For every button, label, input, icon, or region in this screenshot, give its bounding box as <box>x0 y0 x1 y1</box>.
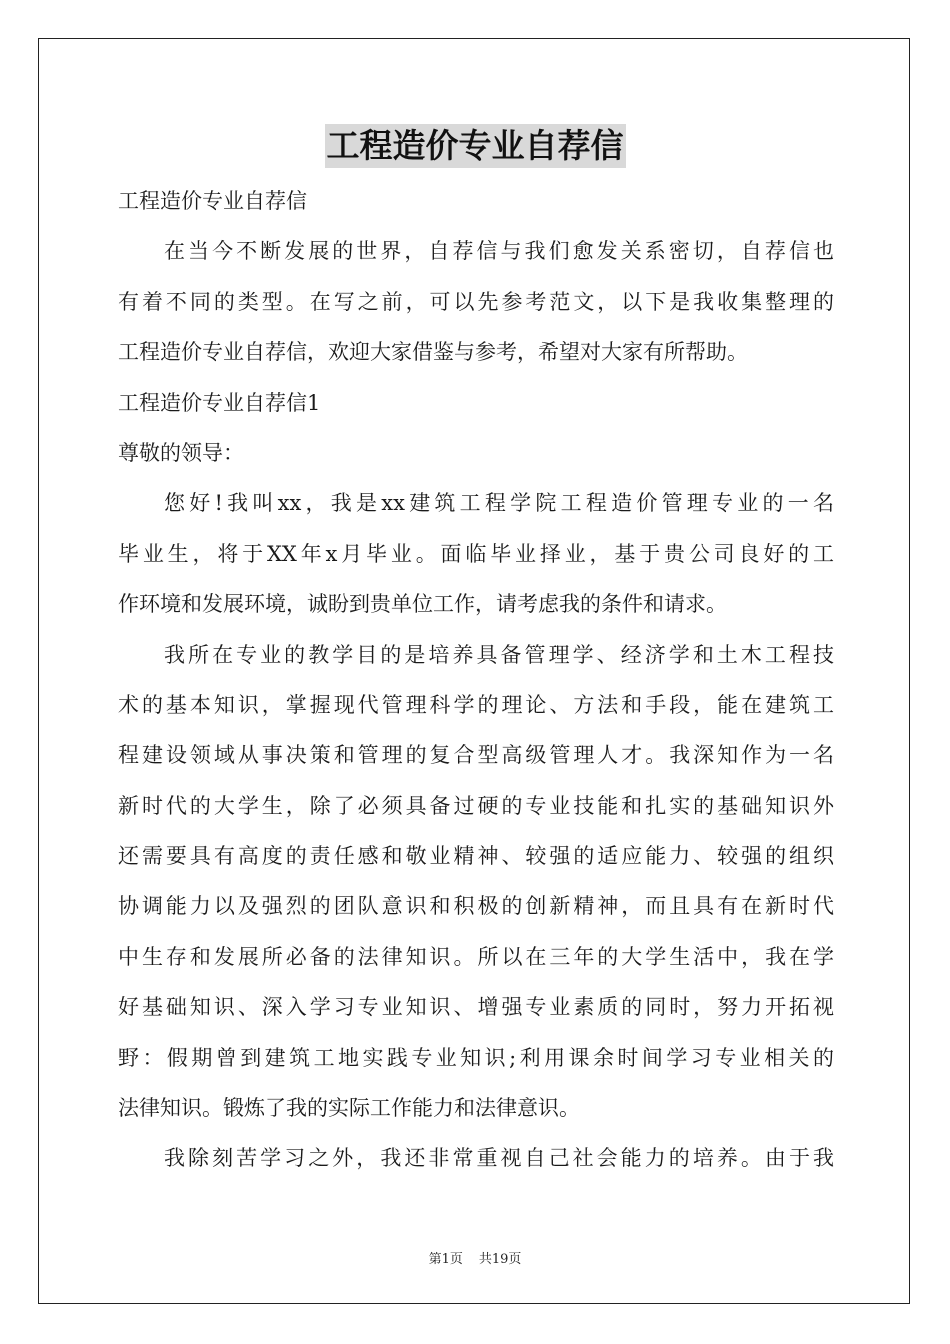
paragraph-line: 好基础知识、深入学习专业知识、增强专业素质的同时，努力开拓视 <box>118 995 834 1020</box>
paragraph-line: 有着不同的类型。在写之前，可以先参考范文，以下是我收集整理的 <box>118 289 834 314</box>
paragraph-line: 程建设领域从事决策和管理的复合型高级管理人才。我深知作为一名 <box>118 743 834 768</box>
paragraph-line: 我所在专业的教学目的是培养具备管理学、经济学和土木工程技 <box>164 642 834 667</box>
paragraph-line: 作环境和发展环境，诚盼到贵单位工作，请考虑我的条件和请求。 <box>118 592 727 617</box>
paragraph-line: 协调能力以及强烈的团队意识和积极的创新精神，而且具有在新时代 <box>118 894 834 919</box>
paragraph-line: 毕业生，将于XX年x月毕业。面临毕业择业，基于贵公司良好的工 <box>118 541 834 566</box>
paragraph-line: 野：假期曾到建筑工地实践专业知识;利用课余时间学习专业相关的 <box>118 1045 834 1070</box>
paragraph-line: 我除刻苦学习之外，我还非常重视自己社会能力的培养。由于我 <box>164 1146 834 1171</box>
paragraph-line: 术的基本知识，掌握现代管理科学的理论、方法和手段，能在建筑工 <box>118 692 834 717</box>
section-heading: 工程造价专业自荐信1 <box>118 390 321 415</box>
salutation: 尊敬的领导： <box>118 440 244 465</box>
title-container <box>0 124 950 168</box>
page-footer <box>0 1248 950 1267</box>
paragraph-line: 还需要具有高度的责任感和敬业精神、较强的适应能力、较强的组织 <box>118 844 834 869</box>
paragraph-line: 在当今不断发展的世界，自荐信与我们愈发关系密切，自荐信也 <box>164 239 834 264</box>
paragraph-line: 工程造价专业自荐信，欢迎大家借鉴与参考，希望对大家有所帮助。 <box>118 340 748 365</box>
paragraph-line: 您好!我叫xx，我是xx建筑工程学院工程造价管理专业的一名 <box>164 491 834 516</box>
subtitle-line: 工程造价专业自荐信 <box>118 189 307 213</box>
page-total: 共19页 <box>478 1252 522 1267</box>
paragraph-line: 法律知识。锻炼了我的实际工作能力和法律意识。 <box>118 1096 580 1121</box>
paragraph-line: 新时代的大学生，除了必须具备过硬的专业技能和扎实的基础知识外 <box>118 793 834 818</box>
page-number: 第1页 <box>428 1252 463 1267</box>
document-title: 工程造价专业自荐信 <box>325 124 626 168</box>
paragraph-line: 中生存和发展所必备的法律知识。所以在三年的大学生活中，我在学 <box>118 944 834 969</box>
document-body <box>118 176 834 1184</box>
